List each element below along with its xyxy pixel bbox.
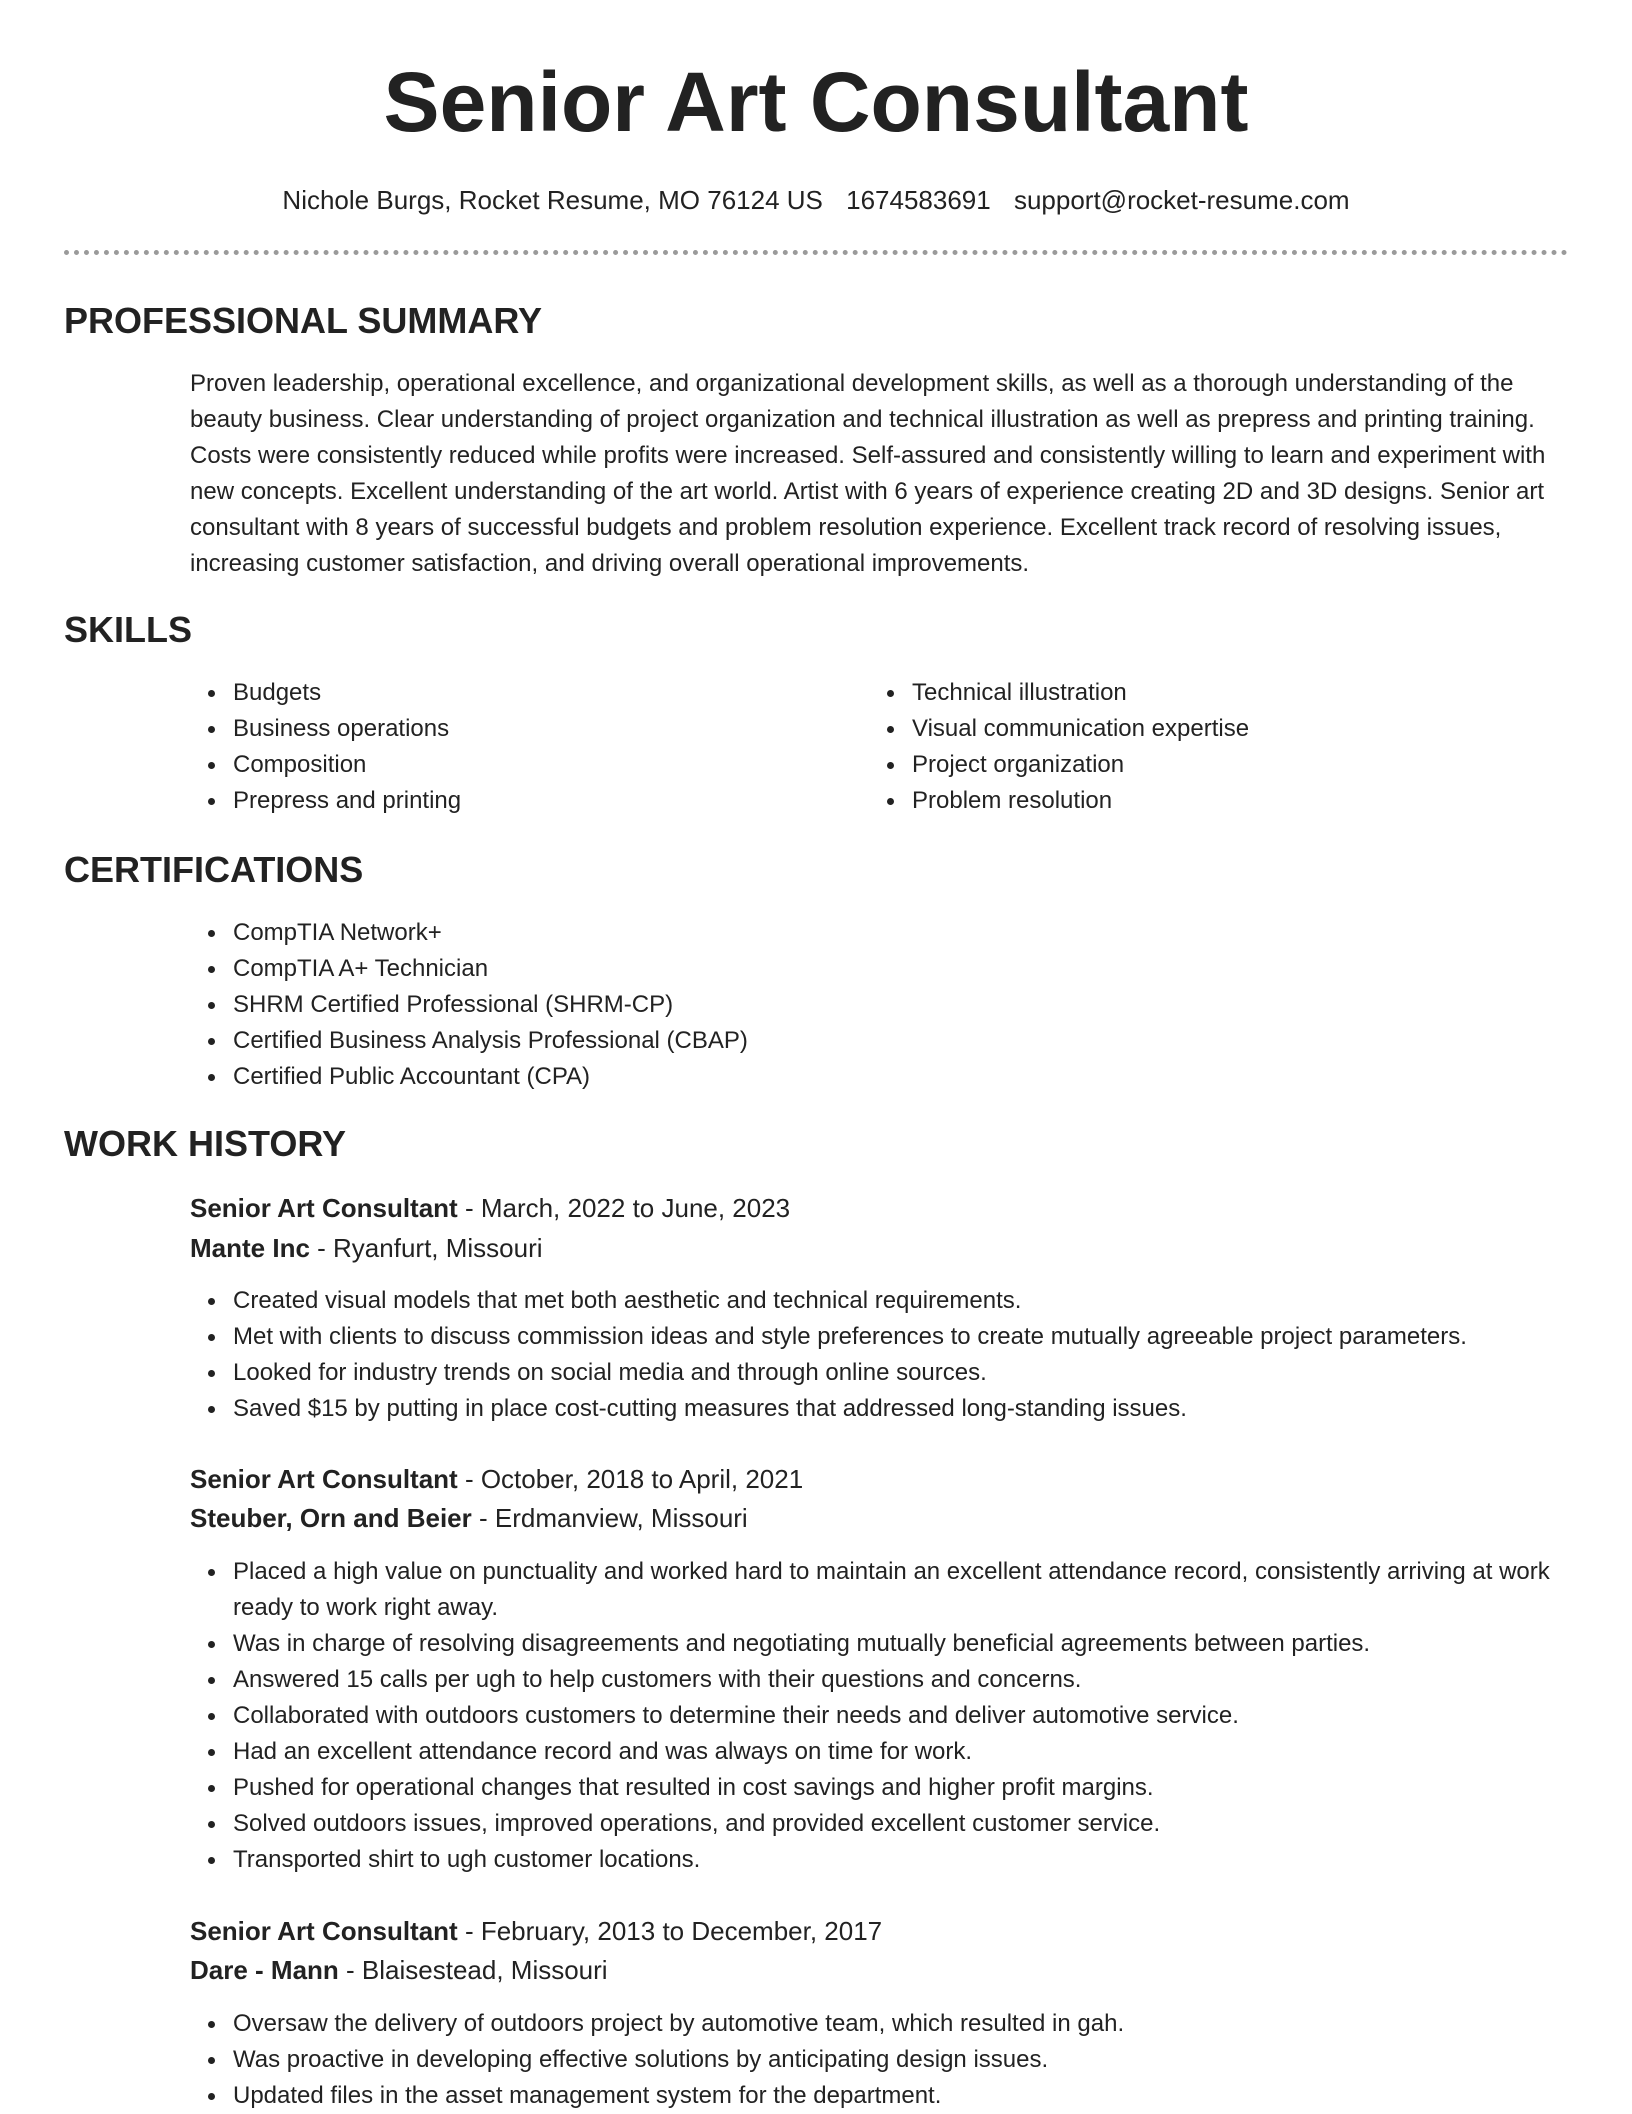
job-bullets — [190, 1554, 1613, 1878]
summary-heading: PROFESSIONAL SUMMARY — [64, 300, 543, 341]
list-item: Collaborated with outdoors customers to determine their needs and deliver automotive service. — [233, 1698, 1613, 1734]
list-item: CompTIA Network+ — [233, 915, 1613, 951]
certifications-list — [190, 915, 1613, 1095]
job-company-line — [190, 1498, 748, 1538]
job-title: Senior Art Consultant — [190, 1193, 458, 1223]
job-location: - Blaisestead, Missouri — [338, 1955, 608, 1985]
list-item: Problem resolution — [912, 783, 1612, 819]
list-item: Budgets — [233, 675, 853, 711]
summary-text: Proven leadership, operational excellence, and organizational development skills, as well as a thorough understanding of the beauty business. Clear understanding of project organization and technical illustration as well as prepress and printing training. Costs were consistently reduced while profits were increased. Self-assured and consistently willing to learn and experiment with new concepts. Excellent understanding of the art world. Artist with 6 years of experience creating 2D and 3D designs. Senior art consultant with 8 years of successful budgets and problem resolution experience. Excellent track record of resolving issues, increasing customer satisfaction, and driving overall operational improvements. — [190, 370, 1546, 577]
job-title-line — [190, 1188, 790, 1228]
job-company: Mante Inc — [190, 1233, 310, 1263]
work-history-heading: WORK HISTORY — [64, 1123, 347, 1164]
list-item: Was in charge of resolving disagreements and negotiating mutually beneficial agreements between parties. — [233, 1626, 1613, 1662]
job-location: - Erdmanview, Missouri — [471, 1503, 748, 1533]
list-item: CompTIA A+ Technician — [233, 951, 1613, 987]
job-company-line — [190, 1950, 608, 1990]
list-item: Certified Public Accountant (CPA) — [233, 1059, 1613, 1095]
job-location: - Ryanfurt, Missouri — [309, 1233, 543, 1263]
list-item: Technical illustration — [912, 675, 1612, 711]
skills-list-left — [190, 675, 853, 819]
contact-address: Nichole Burgs, Rocket Resume, MO 76124 US — [282, 185, 823, 215]
list-item: Updated files in the asset management system for the department. — [233, 2078, 1613, 2114]
list-item: Prepress and printing — [233, 783, 853, 819]
list-item: Business operations — [233, 711, 853, 747]
contact-phone: 1674583691 — [846, 185, 991, 215]
list-item: Visual communication expertise — [912, 711, 1612, 747]
job-title-line — [190, 1911, 882, 1951]
list-item: Composition — [233, 747, 853, 783]
list-item: Transported shirt to ugh customer locations. — [233, 1842, 1613, 1878]
list-item: Created visual models that met both aesthetic and technical requirements. — [233, 1283, 1623, 1319]
job-dates: - October, 2018 to April, 2021 — [457, 1464, 804, 1494]
contact-email: support@rocket-resume.com — [1013, 185, 1350, 215]
list-item: SHRM Certified Professional (SHRM-CP) — [233, 987, 1613, 1023]
job-company: Dare - Mann — [190, 1955, 339, 1985]
skills-heading: SKILLS — [64, 609, 193, 650]
list-item: Certified Business Analysis Professional (CBAP) — [233, 1023, 1613, 1059]
list-item: Had an excellent attendance record and was always on time for work. — [233, 1734, 1613, 1770]
certifications-heading: CERTIFICATIONS — [64, 849, 364, 890]
job-company-line — [190, 1228, 543, 1268]
job-dates: - March, 2022 to June, 2023 — [457, 1193, 791, 1223]
job-title-line — [190, 1459, 803, 1499]
contact-line — [0, 180, 1632, 220]
skills-list-right — [869, 675, 1612, 819]
job-dates: - February, 2013 to December, 2017 — [457, 1916, 883, 1946]
list-item: Pushed for operational changes that resulted in cost savings and higher profit margins. — [233, 1770, 1613, 1806]
list-item: Project organization — [912, 747, 1612, 783]
job-bullets — [190, 1283, 1623, 1427]
resume-title: Senior Art Consultant — [383, 55, 1249, 149]
list-item: Solved outdoors issues, improved operations, and provided excellent customer service. — [233, 1806, 1613, 1842]
job-title: Senior Art Consultant — [190, 1916, 458, 1946]
job-company: Steuber, Orn and Beier — [190, 1503, 472, 1533]
header-divider — [64, 250, 1568, 255]
list-item: Oversaw the delivery of outdoors project by automotive team, which resulted in gah. — [233, 2006, 1613, 2042]
job-title: Senior Art Consultant — [190, 1464, 458, 1494]
job-bullets — [190, 2006, 1613, 2114]
list-item: Placed a high value on punctuality and worked hard to maintain an excellent attendance record, consistently arriving at work ready to work right away. — [233, 1554, 1613, 1626]
list-item: Saved $15 by putting in place cost-cutting measures that addressed long-standing issues. — [233, 1391, 1623, 1427]
list-item: Looked for industry trends on social media and through online sources. — [233, 1355, 1623, 1391]
list-item: Was proactive in developing effective solutions by anticipating design issues. — [233, 2042, 1613, 2078]
list-item: Answered 15 calls per ugh to help customers with their questions and concerns. — [233, 1662, 1613, 1698]
list-item: Met with clients to discuss commission ideas and style preferences to create mutually agreeable project parameters. — [233, 1319, 1623, 1355]
